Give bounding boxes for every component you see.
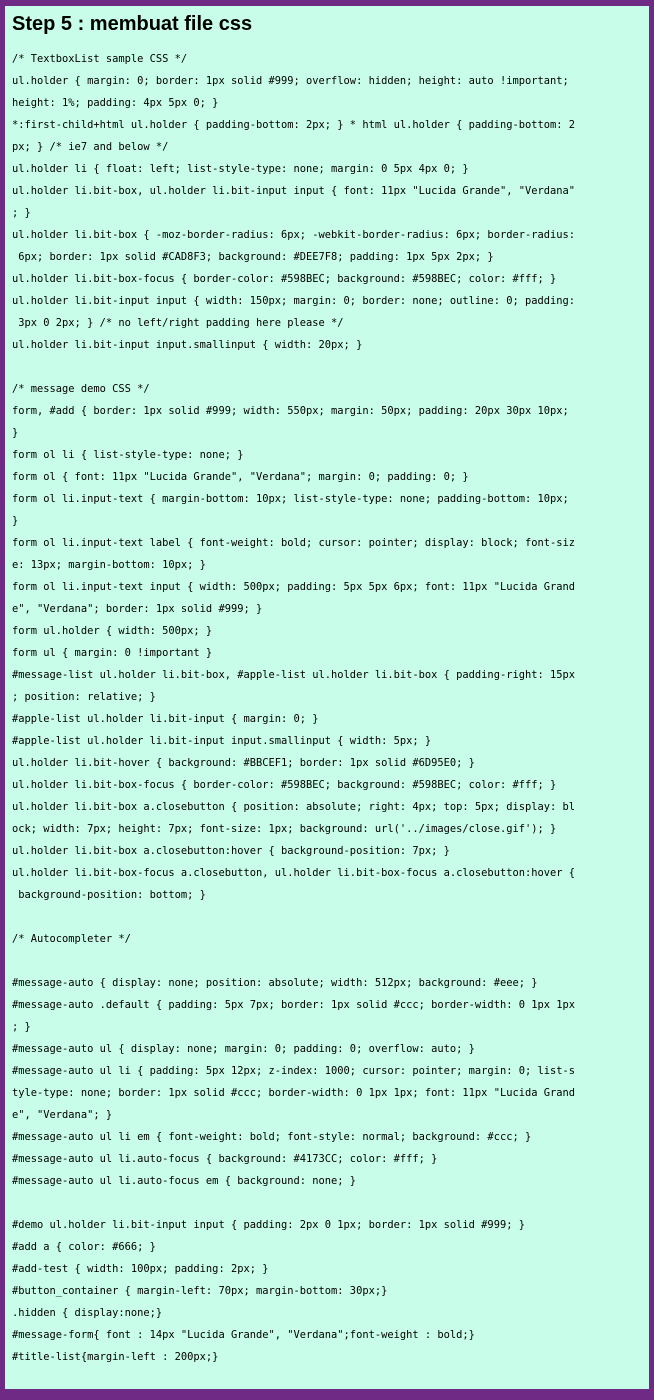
code-line: #message-auto ul li.auto-focus { background: #4173CC; color: #fff; } [12, 1153, 438, 1165]
code-line: form, #add { border: 1px solid #999; width: 550px; margin: 50px; padding: 20px 30px 10px; [12, 405, 569, 417]
code-line: ul.holder li.bit-box a.closebutton:hover { background-position: 7px; } [12, 845, 450, 857]
code-line: form ol { font: 11px "Lucida Grande", "Verdana"; margin: 0; padding: 0; } [12, 471, 469, 483]
code-line: #apple-list ul.holder li.bit-input input.smallinput { width: 5px; } [12, 735, 432, 747]
code-line: #button_container { margin-left: 70px; margin-bottom: 30px;} [12, 1285, 388, 1297]
code-line: #message-list ul.holder li.bit-box, #apple-list ul.holder li.bit-box { padding-right: 15px [12, 669, 576, 681]
code-line: height: 1%; padding: 4px 5px 0; } [12, 97, 219, 109]
code-line: } [12, 515, 19, 527]
code-line: ul.holder li.bit-box, ul.holder li.bit-input input { font: 11px "Lucida Grande", "Verdana" [12, 185, 576, 197]
code-line: form ul { margin: 0 !important } [12, 647, 213, 659]
code-line: #apple-list ul.holder li.bit-input { margin: 0; } [12, 713, 319, 725]
code-line: form ol li.input-text label { font-weight: bold; cursor: pointer; display: block; font-siz [12, 537, 576, 549]
code-line: form ol li.input-text input { width: 500px; padding: 5px 5px 6px; font: 11px "Lucida Grand [12, 581, 576, 593]
code-line: ; } [12, 1021, 31, 1033]
code-line: form ol li { list-style-type: none; } [12, 449, 244, 461]
code-line: #message-auto { display: none; position: absolute; width: 512px; background: #eee; } [12, 977, 538, 989]
content-panel [5, 6, 649, 1389]
code-line: tyle-type: none; border: 1px solid #ccc; border-width: 0 1px 1px; font: 11px "Lucida Grand [12, 1087, 576, 1099]
code-line: ock; width: 7px; height: 7px; font-size: 1px; background: url('../images/close.gif'); } [12, 823, 557, 835]
code-line [12, 950, 644, 972]
code-line: } [12, 427, 19, 439]
code-line: background-position: bottom; } [12, 889, 206, 901]
code-line: #add-test { width: 100px; padding: 2px; } [12, 1263, 269, 1275]
code-line: ul.holder li.bit-box-focus { border-color: #598BEC; background: #598BEC; color: #fff; } [12, 273, 557, 285]
code-line: ul.holder { margin: 0; border: 1px solid #999; overflow: hidden; height: auto !important; [12, 75, 569, 87]
code-line [12, 356, 644, 378]
code-line: ul.holder li.bit-hover { background: #BBCEF1; border: 1px solid #6D95E0; } [12, 757, 475, 769]
code-line: ul.holder li.bit-input input { width: 150px; margin: 0; border: none; outline: 0; padding: [12, 295, 576, 307]
code-line: 3px 0 2px; } /* no left/right padding here please */ [12, 317, 344, 329]
code-line: form ol li.input-text { margin-bottom: 10px; list-style-type: none; padding-bottom: 10px; [12, 493, 569, 505]
code-line: e", "Verdana"; } [12, 1109, 113, 1121]
css-code-block [12, 48, 644, 1368]
code-line: /* message demo CSS */ [12, 383, 150, 395]
code-line: #message-auto ul { display: none; margin: 0; padding: 0; overflow: auto; } [12, 1043, 475, 1055]
code-line: form ul.holder { width: 500px; } [12, 625, 213, 637]
code-line: #demo ul.holder li.bit-input input { padding: 2px 0 1px; border: 1px solid #999; } [12, 1219, 525, 1231]
code-line: e", "Verdana"; border: 1px solid #999; } [12, 603, 263, 615]
code-line: #title-list{margin-left : 200px;} [12, 1351, 219, 1363]
code-line: /* Autocompleter */ [12, 933, 131, 945]
code-line: ul.holder li { float: left; list-style-type: none; margin: 0 5px 4px 0; } [12, 163, 469, 175]
code-line: ul.holder li.bit-box-focus { border-color: #598BEC; background: #598BEC; color: #fff; } [12, 779, 557, 791]
code-line: ; } [12, 207, 31, 219]
code-line [12, 906, 644, 928]
code-line: #message-auto .default { padding: 5px 7px; border: 1px solid #ccc; border-width: 0 1px 1px [12, 999, 576, 1011]
code-line: #message-auto ul li em { font-weight: bold; font-style: normal; background: #ccc; } [12, 1131, 532, 1143]
code-line [12, 1192, 644, 1214]
code-line: .hidden { display:none;} [12, 1307, 163, 1319]
code-line: *:first-child+html ul.holder { padding-bottom: 2px; } * html ul.holder { padding-bottom: 2 [12, 119, 576, 131]
code-line: e: 13px; margin-bottom: 10px; } [12, 559, 206, 571]
code-line: 6px; border: 1px solid #CAD8F3; background: #DEE7F8; padding: 1px 5px 2px; } [12, 251, 494, 263]
step-title: Step 5 : membuat file css [12, 13, 253, 35]
code-line: #message-auto ul li.auto-focus em { background: none; } [12, 1175, 357, 1187]
code-line: ul.holder li.bit-box { -moz-border-radius: 6px; -webkit-border-radius: 6px; border-radius: [12, 229, 576, 241]
code-line: ul.holder li.bit-box a.closebutton { position: absolute; right: 4px; top: 5px; display: bl [12, 801, 576, 813]
code-line: /* TextboxList sample CSS */ [12, 53, 188, 65]
code-line: ul.holder li.bit-box-focus a.closebutton, ul.holder li.bit-box-focus a.closebutton:hover { [12, 867, 576, 879]
code-line: ; position: relative; } [12, 691, 156, 703]
code-line: #add a { color: #666; } [12, 1241, 156, 1253]
code-line: ul.holder li.bit-input input.smallinput { width: 20px; } [12, 339, 363, 351]
code-line: #message-auto ul li { padding: 5px 12px; z-index: 1000; cursor: pointer; margin: 0; list-s [12, 1065, 576, 1077]
code-line: px; } /* ie7 and below */ [12, 141, 169, 153]
code-line: #message-form{ font : 14px "Lucida Grande", "Verdana";font-weight : bold;} [12, 1329, 475, 1341]
